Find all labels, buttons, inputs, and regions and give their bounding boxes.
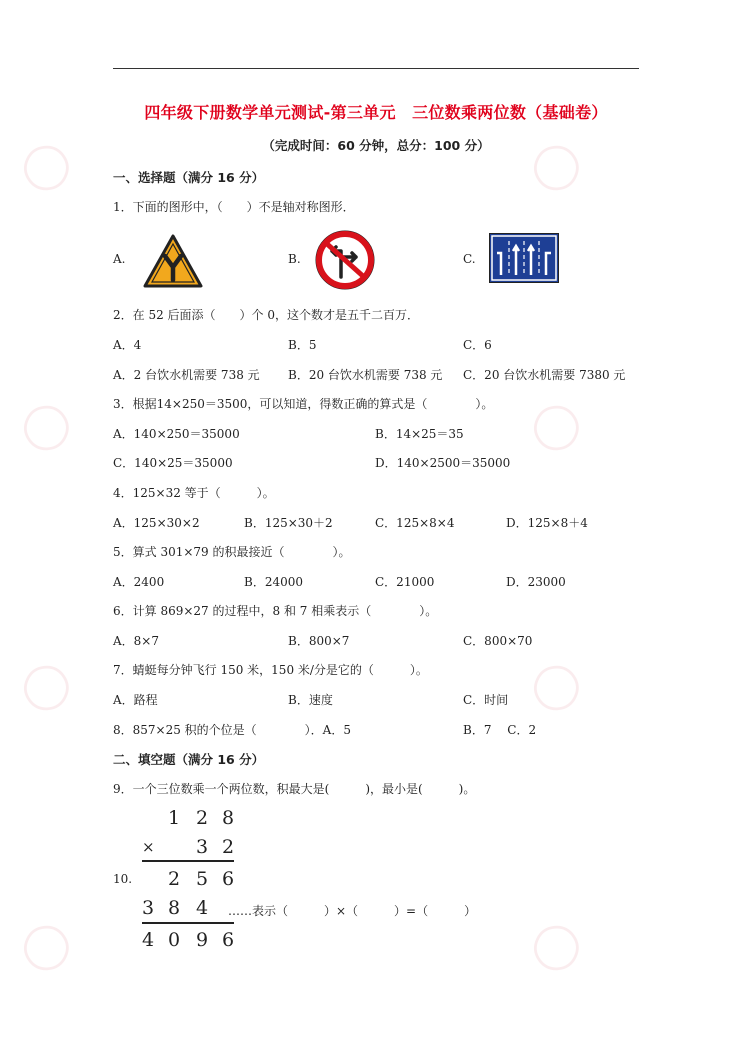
page-title: 四年级下册数学单元测试-第三单元 三位数乘两位数（基础卷） bbox=[144, 103, 608, 122]
calc-digit: 2 bbox=[222, 836, 235, 858]
question-5: 5．算式 301×79 的积最接近（ ）。 bbox=[113, 545, 351, 559]
calc-digit: 2 bbox=[168, 868, 181, 890]
option-4a: A．125×30×2 bbox=[113, 516, 200, 530]
watermark-logo: ◯ bbox=[9, 130, 80, 201]
question-7: 7．蜻蜓每分钟飞行 150 米，150 米/分是它的（ ）。 bbox=[113, 663, 428, 677]
section-heading-choice: 一、选择题（满分 16 分） bbox=[113, 170, 265, 185]
question-3: 3．根据14×250＝3500，可以知道，得数正确的算式是（ ）。 bbox=[113, 397, 494, 411]
option-6c: C．800×70 bbox=[463, 634, 533, 648]
header-rule bbox=[113, 68, 639, 69]
option-6a: A．8×7 bbox=[113, 634, 159, 648]
calc-digit: 2 bbox=[196, 807, 209, 829]
option-5b: B．24000 bbox=[244, 575, 303, 589]
calc-digit: 4 bbox=[142, 929, 155, 951]
calc-digit: 0 bbox=[168, 929, 181, 951]
traffic-sign-fork-icon bbox=[143, 234, 203, 288]
option-4b: B．125×30＋2 bbox=[244, 516, 333, 530]
option-6b: B．800×7 bbox=[288, 634, 350, 648]
option-2b: B．5 bbox=[288, 338, 317, 352]
option-3c: C．140×25＝35000 bbox=[113, 456, 233, 470]
option-8bc: B．7 C．2 bbox=[463, 723, 537, 737]
option-2a: A．4 bbox=[113, 338, 142, 352]
question-10-note: ……表示（ ）×（ ）=（ ） bbox=[228, 904, 477, 918]
option-1a: A. bbox=[113, 252, 126, 266]
calc-digit: 8 bbox=[168, 897, 181, 919]
watermark-logo: ◯ bbox=[9, 910, 80, 981]
option-2c: C．6 bbox=[463, 338, 492, 352]
watermark-logo: ◯ bbox=[519, 650, 590, 721]
question-9: 9．一个三位数乘一个两位数，积最大是( )，最小是( )。 bbox=[113, 782, 476, 796]
question-1: 1．下面的图形中，（ ）不是轴对称图形． bbox=[113, 200, 355, 214]
option-2b-a: A．2 台饮水机需要 738 元 bbox=[113, 368, 260, 382]
watermark-logo: ◯ bbox=[9, 650, 80, 721]
option-2b-b: B．20 台饮水机需要 738 元 bbox=[288, 368, 443, 382]
calc-times-sign: × bbox=[142, 838, 155, 856]
calc-rule bbox=[142, 922, 234, 924]
watermark-logo: ◯ bbox=[519, 910, 590, 981]
option-3d: D．140×2500＝35000 bbox=[375, 456, 511, 470]
traffic-sign-no-turn-icon bbox=[314, 229, 376, 291]
calc-rule bbox=[142, 860, 234, 862]
option-7c: C．时间 bbox=[463, 693, 509, 707]
calc-digit: 1 bbox=[168, 807, 181, 829]
calc-digit: 5 bbox=[196, 868, 209, 890]
question-6: 6．计算 869×27 的过程中，8 和 7 相乘表示（ ）。 bbox=[113, 604, 438, 618]
calc-digit: 4 bbox=[196, 897, 209, 919]
option-7b: B．速度 bbox=[288, 693, 333, 707]
option-4c: C．125×8×4 bbox=[375, 516, 455, 530]
watermark-logo: ◯ bbox=[519, 390, 590, 461]
option-5c: C．21000 bbox=[375, 575, 435, 589]
option-7a: A．路程 bbox=[113, 693, 158, 707]
question-4: 4．125×32 等于（ ）。 bbox=[113, 486, 275, 500]
option-4d: D．125×8＋4 bbox=[506, 516, 588, 530]
option-3b: B．14×25＝35 bbox=[375, 427, 464, 441]
option-5a: A．2400 bbox=[113, 575, 165, 589]
option-3a: A．140×250＝35000 bbox=[113, 427, 240, 441]
calc-digit: 3 bbox=[196, 836, 209, 858]
question-2: 2．在 52 后面添（ ）个 0，这个数才是五千二百万． bbox=[113, 308, 419, 322]
option-2b-c: C．20 台饮水机需要 7380 元 bbox=[463, 368, 626, 382]
question-10-label: 10. bbox=[113, 872, 133, 886]
calc-digit: 6 bbox=[222, 929, 235, 951]
calc-digit: 3 bbox=[142, 897, 155, 919]
option-5d: D．23000 bbox=[506, 575, 566, 589]
calc-digit: 6 bbox=[222, 868, 235, 890]
option-1b: B. bbox=[288, 252, 301, 266]
question-8: 8．857×25 积的个位是（ ）．A．5 bbox=[113, 723, 351, 737]
traffic-sign-lanes-icon bbox=[489, 233, 559, 283]
page-subtitle: （完成时间：60 分钟，总分：100 分） bbox=[262, 138, 490, 153]
option-1c: C. bbox=[463, 252, 476, 266]
calc-digit: 8 bbox=[222, 807, 235, 829]
calc-digit: 9 bbox=[196, 929, 209, 951]
section-heading-fill: 二、填空题（满分 16 分） bbox=[113, 752, 265, 767]
watermark-logo: ◯ bbox=[9, 390, 80, 461]
watermark-logo: ◯ bbox=[519, 130, 590, 201]
